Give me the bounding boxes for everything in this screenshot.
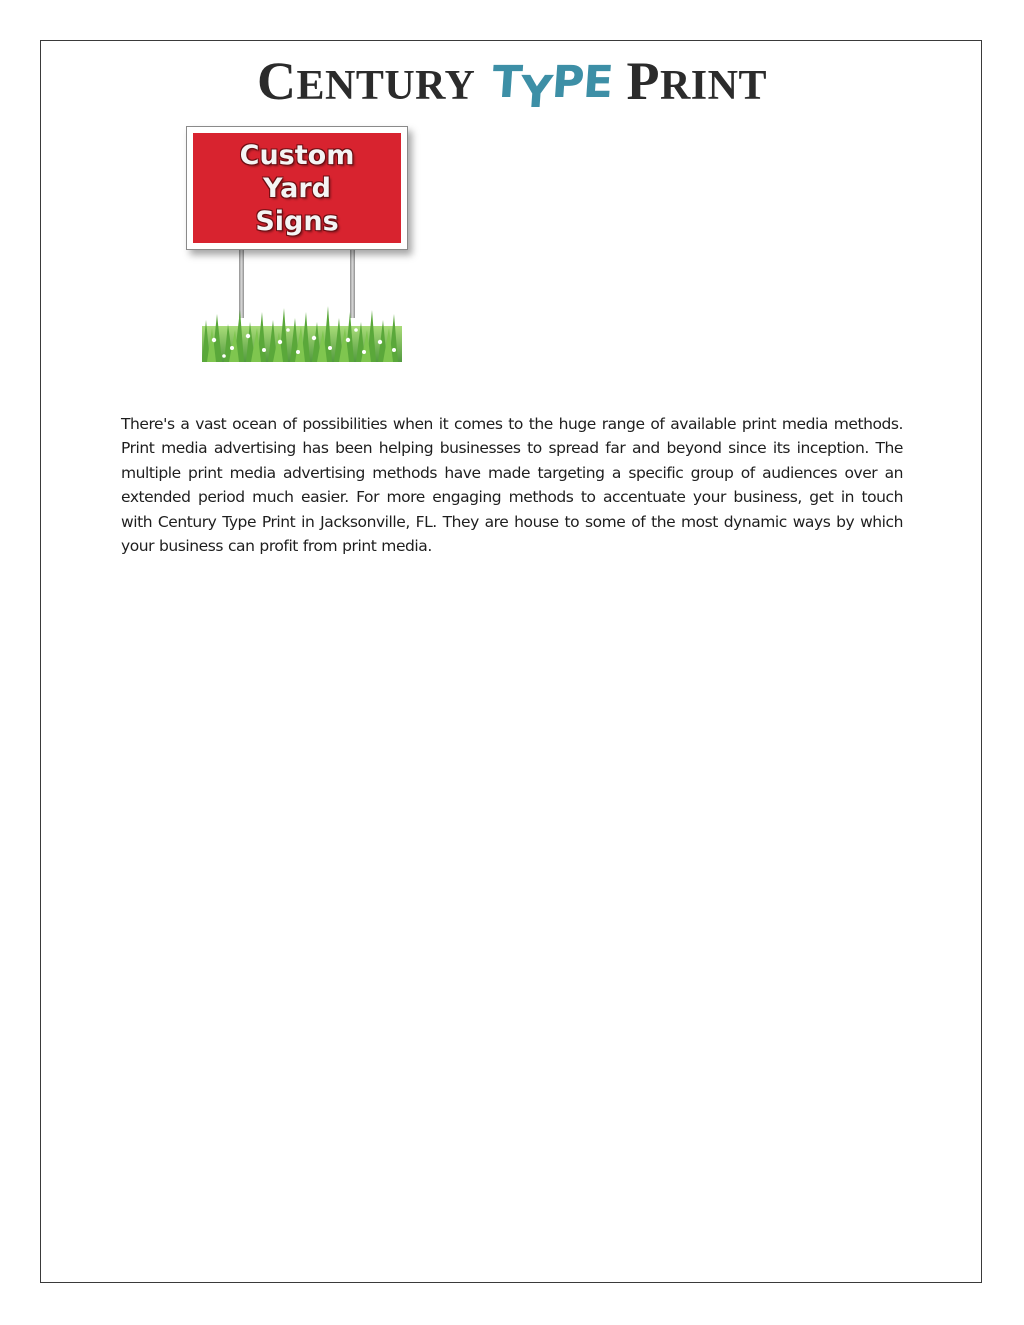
sign-line-2: Yard bbox=[263, 172, 331, 204]
yard-sign-image bbox=[182, 122, 432, 364]
logo-rest-print: RINT bbox=[659, 63, 767, 109]
grass-icon bbox=[202, 300, 402, 362]
logo-type-y: Y bbox=[518, 67, 553, 118]
sign-line-1: Custom bbox=[239, 139, 355, 171]
body-paragraph: There's a vast ocean of possibilities when it comes to the huge range of available print media methods. Print media advertising has been helping businesses to spread far and beyond since its inception. The multiple print media advertising methods have made targeting a specific group of audiences over an extended period much easier. For more engaging methods to accentuate your business, get in touch with Century Type Print in Jacksonville, FL. They are house to some of the most dynamic ways by which your business can profit from print media. bbox=[121, 414, 903, 555]
logo-type-t: T bbox=[490, 57, 523, 108]
logo-initial-p: P bbox=[626, 51, 660, 111]
sign-board bbox=[186, 126, 408, 250]
logo-type-pe: PE bbox=[550, 57, 614, 108]
logo-rest-century: ENTURY bbox=[296, 63, 476, 109]
sign-line-3: Signs bbox=[255, 205, 339, 237]
company-logo bbox=[0, 51, 1024, 118]
logo-word-century bbox=[256, 51, 476, 111]
sign-face bbox=[193, 133, 401, 243]
logo-word-type bbox=[490, 57, 614, 118]
logo-initial-c: C bbox=[256, 51, 297, 111]
logo-word-print bbox=[626, 51, 767, 111]
